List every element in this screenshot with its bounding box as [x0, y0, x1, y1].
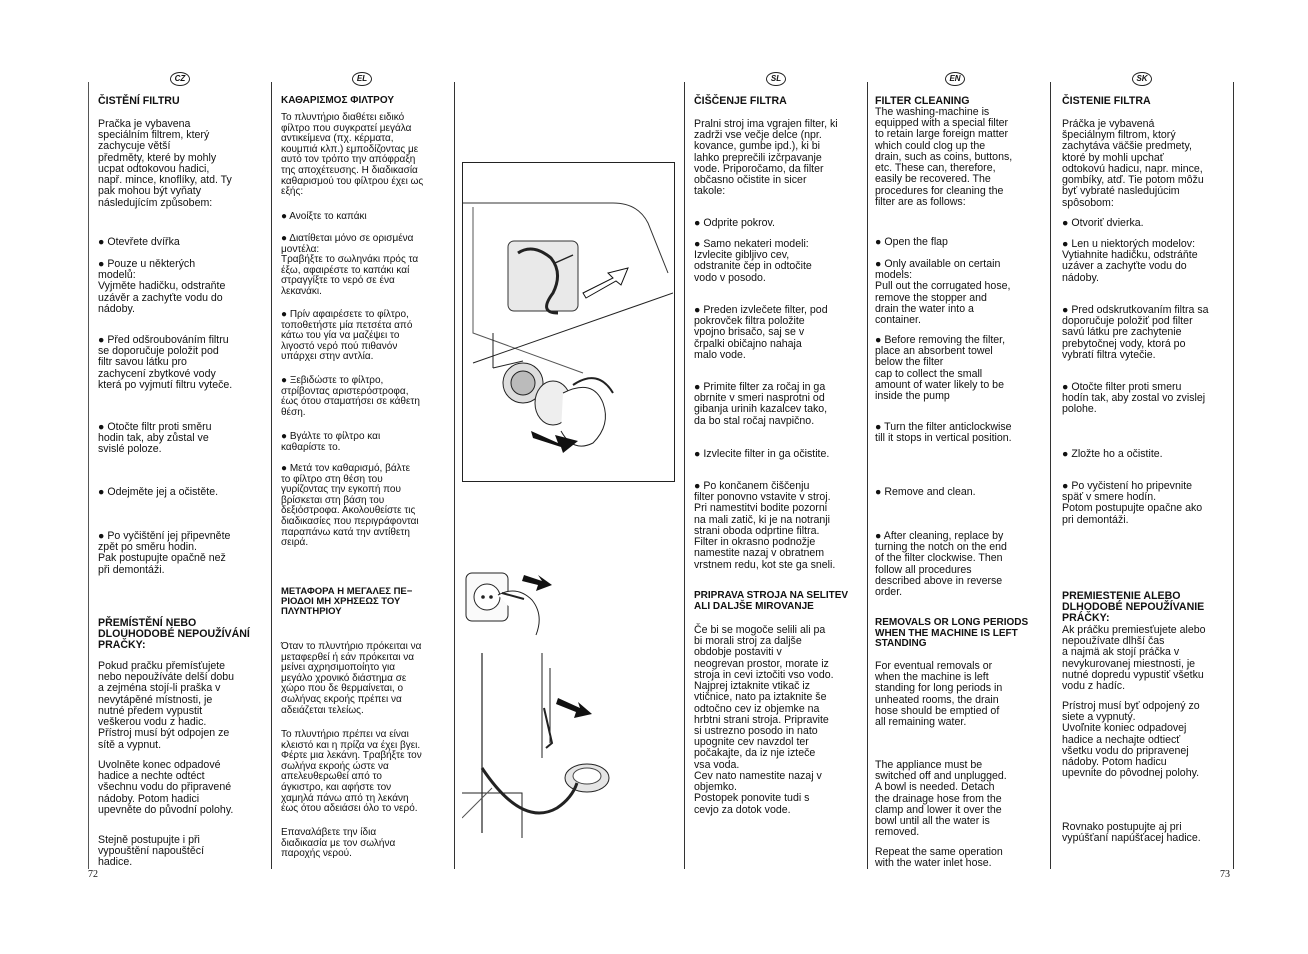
sk-title: ČISTENIE FILTRA [1062, 95, 1151, 107]
en-title: FILTER CLEANING [875, 95, 970, 107]
el-para-2: Το πλυντήριο πρέπει να είναι κλειστό και η πρίζα να έχει βγει. Φέρτε μια λεκάνη. Τραβήξτε τον σωλήνα εκροής ώστε να απελευθερωθεί από το άγκιστρο, και αφήστε τον χαμηλά πάνω από τη λεκάνη έως ότου αδειάσει όλο το νερό. [281, 729, 422, 815]
divider-7 [1233, 82, 1234, 869]
sk-step-1: ● Otvoriť dvierka. [1062, 217, 1144, 229]
en-section-title: REMOVALS OR LONG PERIODS WHEN THE MACHINE IS LEFT STANDING [875, 617, 1029, 650]
sk-step-6: ● Po vyčistení ho pripevnite späť v smere hodín. Potom postupujte opačne ako pri demontáži. [1062, 480, 1203, 526]
cz-step-6: ● Po vyčištění jej připevněte zpět po směru hodin. Pak postupujte opačně než při demontáži. [98, 530, 231, 576]
el-intro: Το πλυντήριο διαθέτει ειδικό φίλτρο που συγκρατεί μεγάλα αντικείμενα (πχ. κέρματα, κουμπιά κλπ.) εμποδίζοντας με αυτό τον τρόπο την απόφραξη της αποχέτευσης. Η διαδικασία καθαρισμού του φίλτρου έχει ως εξής: [281, 112, 424, 198]
en-intro: The washing-machine is equipped with a special filter to retain large foreign matter which could clog up the drain, such as coins, buttons, etc. These can, therefore, easily be recovered. The procedures for cleaning the filter are as follows: [875, 106, 1013, 208]
sl-step-4: ● Primite filter za ročaj in ga obrnite v smeri nasprotni od gibanja urinih kazalcev tako, da bo stal ročaj navpično. [694, 381, 828, 427]
cz-step-4: ● Otočte filtr proti směru hodin tak, aby zůstal ve svislé poloze. [98, 421, 212, 456]
divider-5 [867, 82, 868, 869]
sk-step-5: ● Zložte ho a očistite. [1062, 448, 1163, 460]
el-title: ΚΑΘΑΡΙΣΜΟΣ ΦΙΛΤΡΟΥ [281, 95, 395, 106]
en-para-1: For eventual removals or when the machine is left standing for long periods in unheated rooms, the drain hose should be emptied of all remaining water. [875, 660, 1003, 729]
divider-4 [684, 82, 685, 869]
page-number-left: 72 [88, 869, 98, 880]
filter-cleaning-drawing [463, 163, 673, 480]
language-badge-sk: SK [1132, 72, 1152, 86]
divider-6 [1050, 82, 1051, 869]
sl-step-5: ● Izvlecite filter in ga očistite. [694, 448, 830, 460]
drain-hose-illustration [462, 648, 612, 838]
el-step-4: ● Ξεβιδώστε το φίλτρο, στρίβοντας αριστερόστροφα, έως ότου σταματήσει σε κάθετη θέση. [281, 375, 420, 418]
sk-step-4: ● Otočte filter proti smeru hodín tak, aby zostal vo zvislej polohe. [1062, 381, 1206, 416]
sl-step-3: ● Preden izvlečete filter, pod pokrovček filtra položite vpojno brisačo, saj se v črpalki običajno nahaja malo vode. [694, 304, 828, 361]
cz-step-5: ● Odejměte jej a očistěte. [98, 486, 219, 498]
divider-2 [271, 82, 272, 869]
el-step-1: ● Ανοίξτε το καπάκι [281, 211, 367, 222]
el-para-3: Επαναλάβετε την ίδια διαδικασία με τον σωλήνα παροχής νερού. [281, 827, 396, 860]
sk-intro: Práčka je vybavená špeciálnym filtrom, ktorý zachytáva väčšie predmety, ktoré by mohli upchať odtokovú hadicu, napr. mince, gombíky, atď. Tie potom môžu byť vybraté nasledujúcim spôsobom: [1062, 118, 1204, 209]
cz-para-1: Pokud pračku přemísťujete nebo nepoužíváte delší dobu a zejména stojí-li praška v nevytápěné místnosti, je nutné předem vypustit veškerou vodu z hadic. Přístroj musí být odpojen ze sítě a vypnut. [98, 660, 235, 751]
el-step-2: ● Διατίθεται μόνο σε ορισμένα μοντέλα: Τραβήξτε το σωληνάκι πρός τα έξω, αφαιρέστε το καπάκι καί στραγγίξτε το νερό σε ένα λεκανάκι. [281, 233, 419, 297]
unplug-drawing [462, 565, 554, 640]
sl-intro: Pralni stroj ima vgrajen filter, ki zadrži vse večje delce (npr. kovance, gumbe ipd.), ki bi lahko preprečili izčrpavanje vode. Priporočamo, da filter občasno očistite in sicer takole: [694, 118, 838, 198]
divider-1 [88, 82, 89, 869]
en-para-3: Repeat the same operation with the water inlet hose. [875, 846, 1003, 870]
el-para-1: Όταν το πλυντήριο πρόκειται να μεταφερθεί ή εάν πρόκειται να μείνει αχρησιμοποίητο για μεγάλο χρονικό διάστημα σε χώρο που δε θερμαίνεται, ο σωλήνας εκροής πρέπει να αδειάζεται τελείως. [281, 641, 422, 716]
cz-step-2: ● Pouze u některých modelů: Vyjměte hadičku, odstraňte uzávěr a zachyťte vodu do nádoby. [98, 258, 226, 315]
language-badge-sl: SL [766, 72, 786, 86]
el-section-title: ΜΕΤΑΦΟΡΑ Η ΜΕΓΑΛΕΣ ΠΕ− ΡΙΟΔΟΙ ΜΗ ΧΡΗΣΕΩΣ ΤΟΥ ΠΛΥΝΤΗΡΙΟΥ [281, 586, 413, 618]
en-step-2: ● Only available on certain models: Pull out the corrugated hose, remove the stopper and drain the water into a container. [875, 258, 1011, 327]
sl-step-1: ● Odprite pokrov. [694, 217, 775, 229]
language-badge-el: EL [352, 72, 372, 86]
sk-para-3: Rovnako postupujte aj pri vypúšťaní napúšťacej hadice. [1062, 821, 1201, 845]
sl-section-title: PRIPRAVA STROJA NA SELITEV ALI DALJŠE MIROVANJE [694, 590, 849, 612]
el-step-3: ● Πρίν αφαιρέσετε το φίλτρο, τοποθετήστε μία πετσέτα από κάτω του γία να μαζέψει το λιγοστό νερό πού πιθανόν υπάρχει στην αντλία. [281, 309, 413, 363]
en-step-5: ● Remove and clean. [875, 486, 976, 498]
sk-step-2: ● Len u niektorých modelov: Vytiahnite hadičku, odstráňte uzáver a zachyťte vodu do nádoby. [1062, 238, 1198, 284]
el-step-5: ● Βγάλτε το φίλτρο και καθαρίστε το. [281, 431, 381, 453]
cz-section-title: PŘEMÍSTĚNÍ NEBO DLOUHODOBÉ NEPOUŽÍVÁNÍ PRAČKY: [98, 617, 250, 652]
drain-hose-drawing [462, 648, 612, 838]
sl-step-2: ● Samo nekateri modeli: Izvlecite gibljivo cev, odstranite čep in odtočite vodo v posodo. [694, 238, 812, 284]
cz-para-3: Stejně postupujte i při vypouštění napouštěcí hadice. [98, 834, 205, 869]
en-step-1: ● Open the flap [875, 236, 948, 248]
el-step-6: ● Μετά τον καθαρισμό, βάλτε το φίλτρο στη θέση του γυρίζοντας την εγκοπή που βρίσκεται στη βάση του δεξιόστροφα. Ακολουθείστε τις διαδικασίες που περιγράφονται παραπάνω κατά την αντίθετη σειρά. [281, 463, 419, 549]
en-step-3: ● Before removing the filter, place an absorbent towel below the filter cap to collect the small amount of water likely to be inside the pump [875, 334, 1006, 403]
language-badge-cz: CZ [170, 72, 190, 86]
unplug-illustration [462, 565, 554, 640]
page-number-right: 73 [1220, 869, 1230, 880]
cz-step-1: ● Otevřete dvířka [98, 236, 180, 248]
cz-para-2: Uvolněte konec odpadové hadice a nechte odtéct všechnu vodu do připravené nádoby. Potom hadici upevněte do původní polohy. [98, 759, 234, 816]
sk-para-2: Prístroj musí byť odpojený zo siete a vypnutý. Uvoľnite koniec odpadovej hadice a nechajte odtiecť všetku vodu do pripravenej nádoby. Potom hadicu upevnite do pôvodnej polohy. [1062, 700, 1200, 780]
en-step-4: ● Turn the filter anticlockwise till it stops in vertical position. [875, 421, 1012, 445]
en-step-6: ● After cleaning, replace by turning the notch on the end of the filter clockwise. Then follow all procedures described above in reverse order. [875, 530, 1007, 599]
cz-intro: Pračka je vybavena speciálním filtrem, který zachycuje větší předměty, které by mohly ucpat odtokovou hadici, např. mince, knoflíky, atd. Ty pak mohou být vyňaty následujícím způsobem: [98, 118, 232, 209]
sk-para-1: Ak práčku premiesťujete alebo nepoužívate dlhší čas a najmä ak stojí práčka v nevykurovanej miestnosti, je nutné dopredu vypustiť všetku vodu z hadíc. [1062, 624, 1206, 693]
cz-step-3: ● Před odšroubováním filtru se doporučuje položit pod filtr savou látku pro zachycení zbytkové vody která po vyjmutí filtru vyteče. [98, 334, 233, 391]
sl-title: ČIŠČENJE FILTRA [694, 95, 787, 107]
sk-section-title: PREMIESTENIE ALEBO DLHODOBÉ NEPOUŽÍVANIE PRÁČKY: [1062, 590, 1205, 625]
sl-step-6: ● Po končanem čiščenju filter ponovno vstavite v stroj. Pri namestitvi bodite pozorni na mali zatič, ki je na notranji strani oboda odprtine filtra. Filter in okrasno podnožje namestite nazaj v obratnem vrstnem redu, kot ste ga sneli. [694, 480, 836, 571]
sl-para-1: Če bi se mogoče selili ali pa bi morali stroj za daljše obdobje postaviti v neogrevan prostor, morate iz stroja in cevi iztočiti vso vodo. Najprej iztaknite vtikač iz vtičnice, nato pa iztaknite še odtočno cev iz objemke na hrbtni strani stroja. Pripravite si ustrezno posodo in nato upognite cev navzdol ter počakajte, da iz nje izteče vsa voda. Cev nato namestite nazaj v objemko. Postopek ponovite tudi s cevjo za dotok vode. [694, 624, 834, 816]
cz-title: ČISTĚNÍ FILTRU [98, 95, 180, 107]
sk-step-3: ● Pred odskrutkovaním filtra sa doporučuje položiť pod filter savú látku pre zachytenie prebytočnej vody, ktorá po vybratí filtra vytečie. [1062, 304, 1209, 361]
language-badge-en: EN [945, 72, 965, 86]
divider-3 [454, 82, 455, 869]
en-para-2: The appliance must be switched off and unplugged. A bowl is needed. Detach the drainage hose from the clamp and lower it over the bowl until all the water is removed. [875, 759, 1007, 839]
filter-cleaning-illustration [462, 162, 675, 482]
